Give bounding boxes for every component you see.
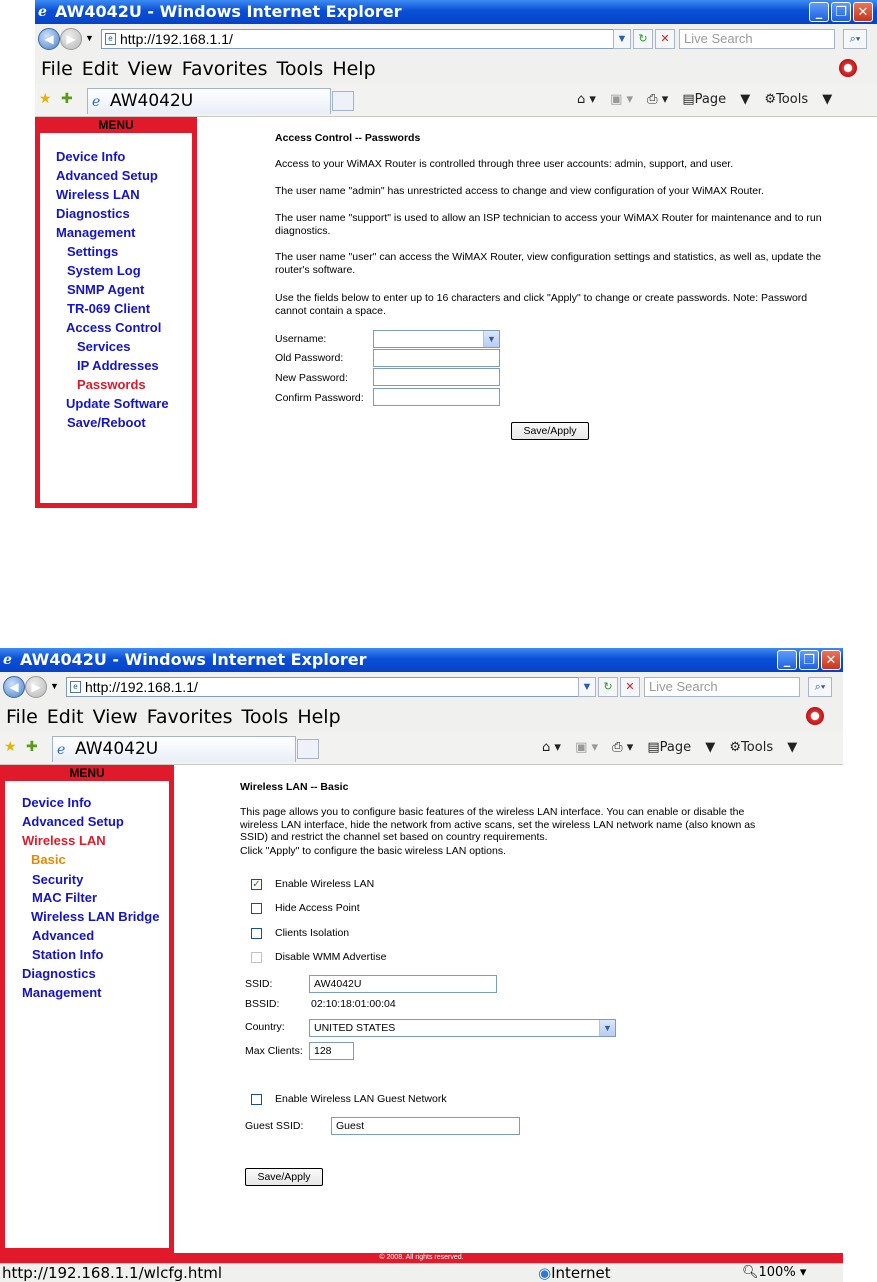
address-bar[interactable] [101,29,631,49]
title-bar [35,0,877,24]
old-password-label: Old Password: [275,352,344,364]
stop-button[interactable]: ✕ [620,677,640,697]
tools-menu-label: Tools [776,92,809,107]
sidebar-item-management[interactable]: Management [22,985,102,1000]
refresh-button[interactable]: ↻ [633,29,653,49]
ssid-label: SSID: [245,978,273,990]
username-select[interactable] [373,330,500,348]
tools-menu-label: Tools [741,740,774,755]
zoom-level: 100% [758,1265,796,1280]
page-menu-button[interactable]: ▤Page ▼ [682,92,751,107]
print-icon[interactable]: ⎙ ▾ [612,740,634,755]
tab-aw4042u[interactable] [87,88,331,114]
address-text: http://192.168.1.1/ [85,679,198,695]
add-favorites-icon[interactable]: ✚ [61,91,73,107]
old-password-input[interactable] [373,349,500,367]
close-button[interactable]: ✕ [853,2,873,22]
country-value: UNITED STATES [314,1022,396,1034]
disable-wmm-advertise-checkbox[interactable] [251,952,262,963]
sidebar-item-access-control[interactable]: Access Control [66,320,162,335]
maximize-button[interactable]: ❐ [831,2,851,22]
enable-wireless-lan-checkbox[interactable]: ✓ [252,879,261,890]
menu-help[interactable]: Help [332,58,376,80]
command-bar [542,740,807,755]
menu-bar [0,702,843,732]
menu-header: MENU [40,117,192,133]
status-bar [0,1263,843,1282]
sidebar-item-save-reboot[interactable]: Save/Reboot [67,415,146,430]
page-footer: © 2008. All rights reserved. [0,1253,843,1263]
zoom-control[interactable]: 🔍︎100% ▾ [742,1265,807,1280]
minimize-button[interactable]: _ [777,650,797,670]
close-button[interactable]: ✕ [821,650,841,670]
browser-window-wireless-basic [0,648,843,1282]
sidebar-item-system-log[interactable]: System Log [67,263,141,278]
tools-menu-button[interactable]: ⚙Tools ▼ [764,92,833,107]
address-dropdown-button[interactable]: ▼ [578,677,596,697]
sidebar-item-wireless-lan-bridge[interactable]: Wireless LAN Bridge [31,909,160,924]
menu-view[interactable]: View [127,58,173,80]
ie-logo-icon [38,4,52,18]
globe-icon: ◉ [538,1264,552,1282]
country-label: Country: [245,1021,285,1033]
confirm-password-label: Confirm Password: [275,392,364,404]
sidebar-item-passwords[interactable]: Passwords [77,377,146,392]
zoom-icon: 🔍︎ [742,1265,759,1280]
sidebar-item-services[interactable]: Services [77,339,131,354]
paragraph-accounts: Access to your WiMAX Router is controlled through three user accounts: admin, support, and user. [275,158,734,170]
paragraph-user: The user name "user" can access the WiMAX Router, view configuration settings and statistics, as well as, update the router's software. [275,251,822,276]
search-button[interactable]: ⌕▾ [808,677,832,697]
sidebar-item-management[interactable]: Management [56,225,136,240]
page-icon: e [105,33,116,45]
history-dropdown-icon[interactable]: ▼ [85,33,94,43]
menu-header: MENU [5,765,169,781]
guest-network-label: Enable Wireless LAN Guest Network [275,1093,447,1105]
maximize-button[interactable]: ❐ [799,650,819,670]
tools-menu-button[interactable]: ⚙Tools ▼ [729,740,798,755]
command-bar [577,92,842,107]
sidebar-item-advanced[interactable]: Advanced [32,928,95,943]
chevron-down-icon: ▼ [483,331,499,347]
tab-bar [35,84,877,117]
enable-wireless-lan-label: Enable Wireless LAN [275,878,375,890]
ssid-input[interactable]: AW4042U [309,975,497,993]
sidebar-item-snmp-agent[interactable]: SNMP Agent [67,282,145,297]
refresh-button[interactable]: ↻ [598,677,618,697]
address-toolbar [35,24,877,55]
bssid-label: BSSID: [245,998,280,1010]
forward-button[interactable]: ▶ [60,28,82,50]
disable-wmm-advertise-label: Disable WMM Advertise [275,951,387,963]
back-button[interactable]: ◀ [38,28,60,50]
address-dropdown-button[interactable]: ▼ [613,29,631,49]
menu-edit[interactable]: Edit [46,706,84,728]
sidebar-item-update-software[interactable]: Update Software [66,396,169,411]
sidebar-item-wireless-lan[interactable]: Wireless LAN [56,187,140,202]
paragraph-apply-hint: Click "Apply" to configure the basic wireless LAN options. [240,845,506,857]
browser-window-passwords [35,0,877,508]
menu-tools[interactable]: Tools [276,58,324,80]
history-dropdown-icon[interactable]: ▼ [50,681,59,691]
feeds-icon[interactable]: ▣ ▾ [610,92,634,107]
search-input[interactable]: Live Search [644,677,800,697]
toolbar-addon-icon[interactable] [806,707,824,725]
svg-text:e: e [57,742,66,756]
svg-text:e: e [38,4,47,18]
add-favorites-icon[interactable]: ✚ [26,739,38,755]
sidebar-item-device-info[interactable]: Device Info [22,795,92,810]
sidebar-item-basic[interactable]: Basic [31,852,66,867]
page-title: Wireless LAN -- Basic [240,781,349,793]
minimize-button[interactable]: _ [809,2,829,22]
back-button[interactable]: ◀ [3,676,25,698]
clients-isolation-label: Clients Isolation [275,927,350,939]
feeds-icon[interactable]: ▣ ▾ [575,740,599,755]
max-clients-label: Max Clients: [245,1045,303,1057]
tab-aw4042u[interactable] [52,736,296,762]
menu-file[interactable]: File [41,58,73,80]
zone-label: Internet [551,1264,611,1282]
stop-button[interactable]: ✕ [655,29,675,49]
confirm-password-input[interactable] [373,388,500,406]
svg-text:e: e [3,652,12,666]
menu-favorites[interactable]: Favorites [181,58,268,80]
address-toolbar [0,672,843,703]
menu-file[interactable]: File [6,706,38,728]
tab-title: AW4042U [110,91,194,111]
favorites-star-icon[interactable]: ★ [4,739,17,755]
new-tab-button[interactable] [297,739,319,759]
tab-ie-icon [92,94,106,108]
guest-ssid-input[interactable]: Guest [331,1117,520,1135]
search-button[interactable]: ⌕▾ [843,29,867,49]
favorites-star-icon[interactable]: ★ [39,91,52,107]
page-menu-label: Page [659,740,692,755]
menu-bar [35,54,877,84]
new-tab-button[interactable] [332,91,354,111]
new-password-input[interactable] [373,368,500,386]
menu-edit[interactable]: Edit [81,58,119,80]
address-bar[interactable] [66,677,596,697]
address-text: http://192.168.1.1/ [120,31,233,47]
tab-title: AW4042U [75,739,159,759]
print-icon[interactable]: ⎙ ▾ [647,92,669,107]
save-apply-button[interactable]: Save/Apply [245,1168,323,1186]
sidebar-item-wireless-lan[interactable]: Wireless LAN [22,833,106,848]
sidebar-item-mac-filter[interactable]: MAC Filter [32,890,97,905]
menu-view[interactable]: View [92,706,138,728]
guest-ssid-label: Guest SSID: [245,1120,304,1132]
new-password-label: New Password: [275,372,348,384]
max-clients-input[interactable]: 128 [309,1042,354,1060]
home-icon[interactable]: ⌂ ▾ [577,92,596,107]
sidebar-menu [35,117,197,508]
sidebar-menu [0,765,174,1253]
paragraph-admin: The user name "admin" has unrestricted access to change and view configuration of your WiMAX Router. [275,185,764,197]
forward-button[interactable]: ▶ [25,676,47,698]
sidebar-item-tr069-client[interactable]: TR-069 Client [67,301,151,316]
page-icon: e [70,681,81,693]
tab-ie-icon [57,742,71,756]
sidebar-item-ip-addresses[interactable]: IP Addresses [77,358,159,373]
window-title: AW4042U - Windows Internet Explorer [20,650,367,669]
username-label: Username: [275,333,327,345]
sidebar-item-diagnostics[interactable]: Diagnostics [22,966,96,981]
sidebar-item-diagnostics[interactable]: Diagnostics [56,206,130,221]
menu-favorites[interactable]: Favorites [146,706,233,728]
internet-zone [538,1264,611,1282]
toolbar-addon-icon[interactable] [839,59,857,77]
title-bar [0,648,843,672]
page-content [0,765,843,1263]
sidebar-item-advanced-setup[interactable]: Advanced Setup [22,814,124,829]
search-input[interactable]: Live Search [679,29,835,49]
hide-access-point-label: Hide Access Point [275,902,360,914]
save-apply-button[interactable]: Save/Apply [511,422,589,440]
country-select[interactable] [309,1019,616,1037]
paragraph-support: The user name "support" is used to allow an ISP technician to access your WiMAX Router for maintenance and to run diagnostics. [275,212,822,237]
page-menu-label: Page [694,92,727,107]
sidebar-item-device-info[interactable]: Device Info [56,149,126,164]
chevron-down-icon: ▼ [599,1020,615,1036]
ie-logo-icon [3,652,17,666]
sidebar-item-advanced-setup[interactable]: Advanced Setup [56,168,158,183]
window-title: AW4042U - Windows Internet Explorer [55,2,402,21]
sidebar-item-station-info[interactable]: Station Info [32,947,104,962]
page-menu-button[interactable]: ▤Page ▼ [647,740,716,755]
tab-bar [0,732,843,765]
menu-help[interactable]: Help [297,706,341,728]
bssid-value: 02:10:18:01:00:04 [311,998,396,1010]
page-content [35,117,877,508]
sidebar-item-settings[interactable]: Settings [67,244,119,259]
home-icon[interactable]: ⌂ ▾ [542,740,561,755]
guest-network-checkbox[interactable] [251,1094,262,1105]
hide-access-point-checkbox[interactable] [251,903,262,914]
menu-tools[interactable]: Tools [241,706,289,728]
svg-text:e: e [92,94,101,108]
page-title: Access Control -- Passwords [275,132,421,144]
paragraph-intro: This page allows you to configure basic features of the wireless LAN interface. You can enable or disable the wireless LAN interface, hide the network from active scans, set the wireless LAN network name (also known as SSID) and restrict the channel set based on country requirements. [240,806,756,843]
status-url: http://192.168.1.1/wlcfg.html [2,1264,223,1282]
sidebar-item-security[interactable]: Security [32,872,84,887]
clients-isolation-checkbox[interactable] [251,928,262,939]
paragraph-instructions: Use the fields below to enter up to 16 characters and click "Apply" to change or create passwords. Note: Password cannot contain a space. [275,292,808,317]
